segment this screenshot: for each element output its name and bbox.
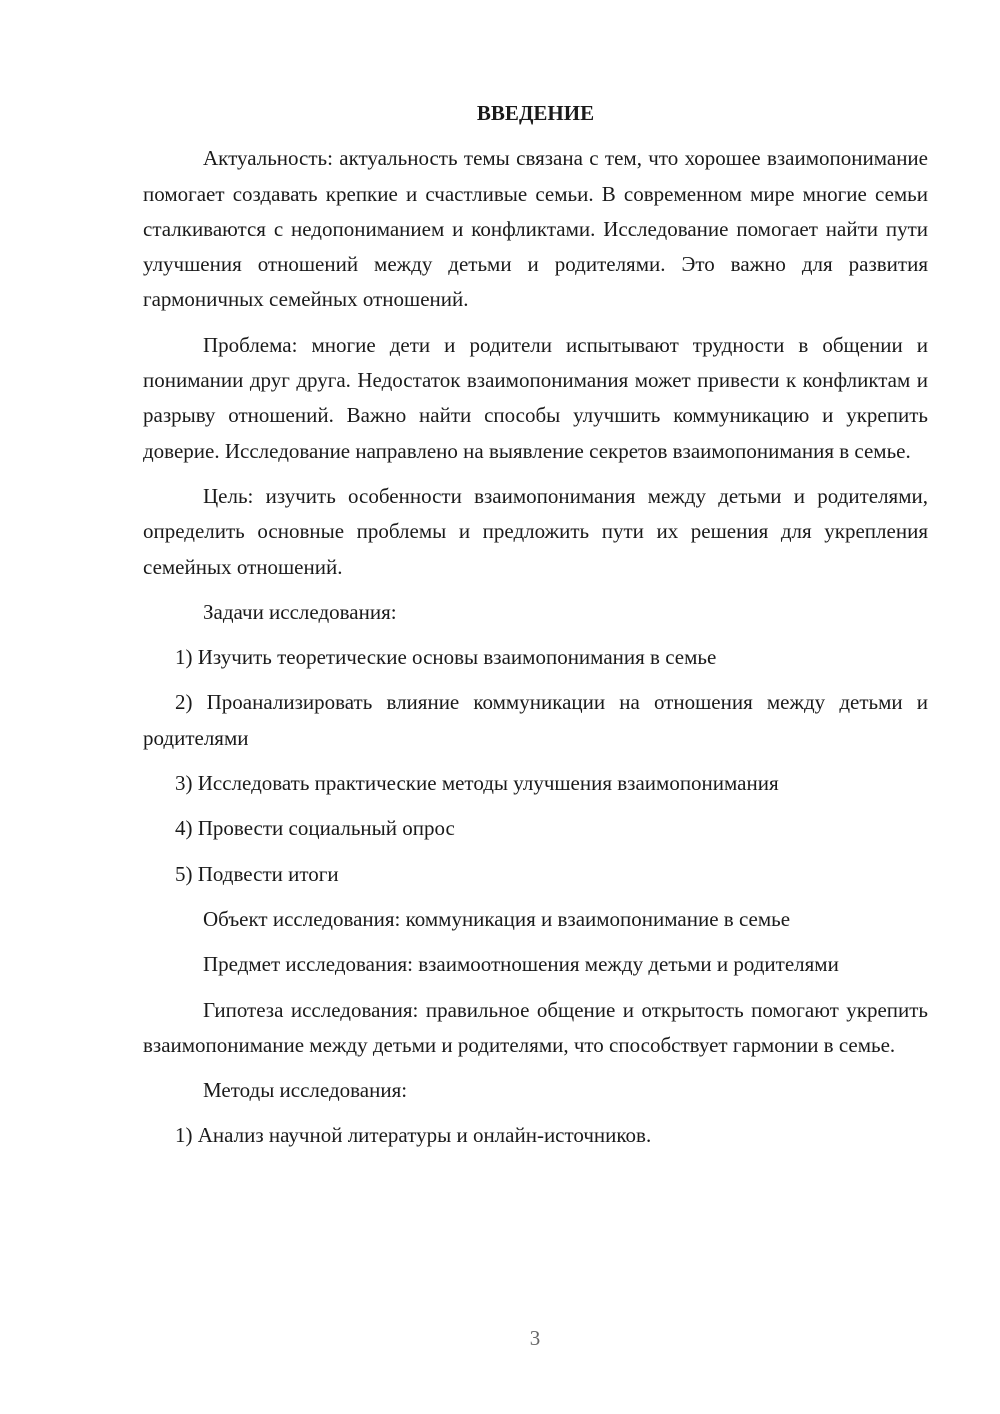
object-paragraph: Объект исследования: коммуникация и взаимопонимание в семье xyxy=(203,906,791,931)
subject-paragraph: Предмет исследования: взаимоотношения между детьми и родителями xyxy=(203,952,839,977)
task-item-5: 5) Подвести итоги xyxy=(175,861,339,886)
document-title: ВВЕДЕНИЕ xyxy=(476,101,595,125)
document-page xyxy=(143,96,928,1164)
task-item-1: 1) Изучить теоретические основы взаимопонимания в семье xyxy=(175,645,717,670)
method-item-1: 1) Анализ научной литературы и онлайн-источников. xyxy=(175,1123,652,1148)
relevance-paragraph: Актуальность: актуальность темы связана с тем, что хорошее взаимопонимание помогает создавать крепкие и счастливые семьи. В современном мире многие семьи сталкиваются с недопониманием и конфликтами. Исследование помогает найти пути улучшения отношений между детьми и родителями. Это важно для развития гармоничных семейных отношений. xyxy=(143,146,928,312)
problem-paragraph: Проблема: многие дети и родители испытывают трудности в общении и понимании друг друга. Недостаток взаимопонимания может привести к конфликтам и разрыву отношений. Важно найти способы улучшить коммуникацию и укрепить доверие. Исследование направлено на выявление секретов взаимопонимания в семье. xyxy=(143,332,928,463)
task-item-4: 4) Провести социальный опрос xyxy=(175,816,455,841)
hypothesis-paragraph: Гипотеза исследования: правильное общение и открытость помогают укрепить взаимопонимание между детьми и родителями, что способствует гармонии в семье. xyxy=(143,997,928,1057)
tasks-heading: Задачи исследования: xyxy=(203,599,397,624)
task-item-2: 2) Проанализировать влияние коммуникации на отношения между детьми и родителями xyxy=(143,690,928,750)
goal-paragraph: Цель: изучить особенности взаимопонимания между детьми и родителями, определить основные проблемы и предложить пути их решения для укрепления семейных отношений. xyxy=(143,483,928,579)
methods-heading: Методы исследования: xyxy=(203,1078,408,1103)
page-number: 3 xyxy=(529,1326,541,1350)
task-item-3: 3) Исследовать практические методы улучшения взаимопонимания xyxy=(175,771,779,796)
